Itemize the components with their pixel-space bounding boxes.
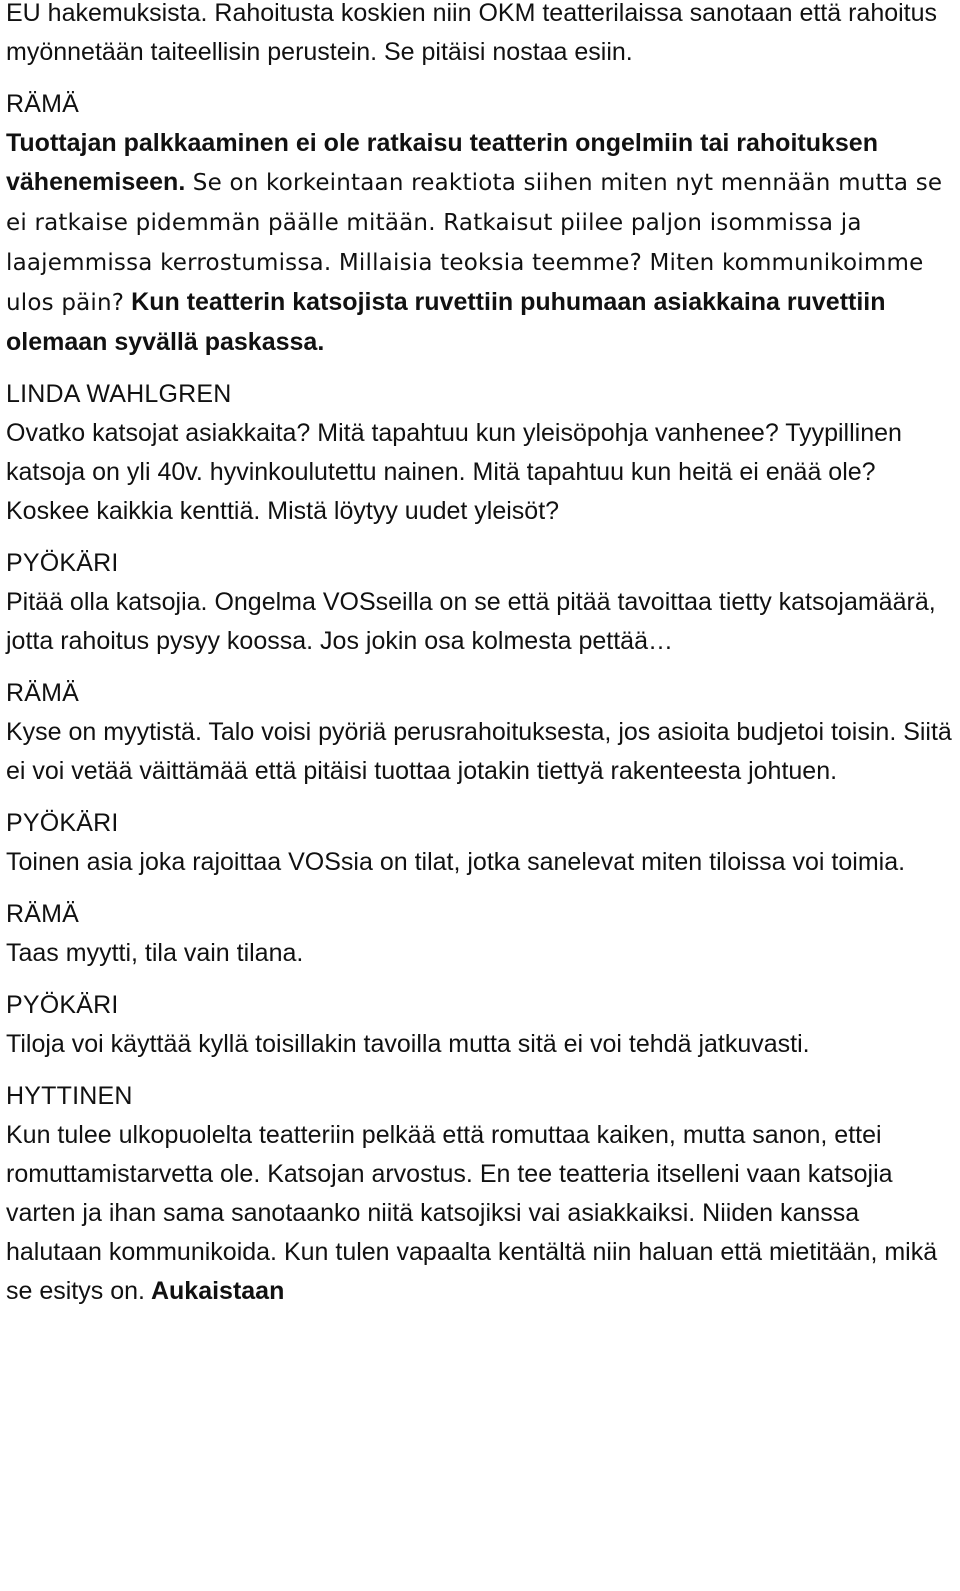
paragraph-pyokari-tilat (6, 843, 956, 882)
speaker-name: RÄMÄ (6, 900, 80, 928)
paragraph-pyokari-katsojia (6, 583, 956, 661)
document-body (6, 0, 956, 1311)
bold-text-segment: Aukaistaan (144, 1277, 285, 1305)
paragraph-eu-hakemuksista (6, 0, 956, 72)
speaker-name: LINDA WAHLGREN (6, 380, 232, 408)
text-segment: Tiloja voi käyttää kyllä toisillakin tavoilla mutta sitä ei voi tehdä jatkuvasti. (6, 1030, 810, 1058)
speaker-name: PYÖKÄRI (6, 809, 119, 837)
bold-text-segment: Tuottajan palkkaaminen ei ole ratkaisu teatterin ongelmiin tai rahoituksen vähenemiseen. (6, 129, 878, 196)
text-segment: Pitää olla katsojia. Ongelma VOSseilla on se että pitää tavoittaa tietty katsojamäärä, jotta rahoitus pysyy koossa. Jos jokin osa kolmesta pettää… (6, 588, 936, 655)
text-segment: Taas myytti, tila vain tilana. (6, 939, 304, 967)
paragraph-rama-tuottaja (6, 124, 956, 362)
speaker-name: RÄMÄ (6, 679, 80, 707)
paragraph-rama-myytti (6, 713, 956, 791)
text-segment: Se on korkeintaan reaktiota siihen miten nyt mennään mutta se ei ratkaise pidemmän päälle mitään. Ratkaisut piilee paljon isommissa ja laajemmissa kerrostumissa. Millaisia teoksia teemme? Miten kommunikoimme ulos päin? (6, 170, 943, 316)
text-segment: EU hakemuksista. Rahoitusta koskien niin OKM teatterilaissa sanotaan että rahoitus myönnetään taiteellisin perustein. Se pitäisi nostaa esiin. (6, 0, 938, 66)
text-segment: Kun tulee ulkopuolelta teatteriin pelkää että romuttaa kaiken, mutta sanon, ettei romuttamistarvetta ole. Katsojan arvostus. En tee teatteria itselleni vaan katsojia varten ja ihan sama sanotaanko niitä katsojiksi vai asiakkaiksi. Niiden kanssa halutaan kommunikoida. Kun tulen vapaalta kentältä niin haluan että mietitään, mikä se esitys on. (6, 1121, 938, 1305)
paragraph-wahlgren (6, 414, 956, 531)
speaker-name: RÄMÄ (6, 90, 80, 118)
paragraph-hyttinen (6, 1116, 956, 1311)
speaker-name: PYÖKÄRI (6, 549, 119, 577)
paragraph-pyokari-tiloja (6, 1025, 956, 1064)
paragraph-rama-tila (6, 934, 956, 973)
speaker-name: PYÖKÄRI (6, 991, 119, 1019)
speaker-name: HYTTINEN (6, 1082, 133, 1110)
bold-text-segment: Kun teatterin katsojista ruvettiin puhumaan asiakkaina ruvettiin olemaan syvällä paskassa. (6, 288, 886, 356)
text-segment: Toinen asia joka rajoittaa VOSsia on tilat, jotka sanelevat miten tiloissa voi toimia. (6, 848, 906, 876)
text-segment: Kyse on myytistä. Talo voisi pyöriä perusrahoituksesta, jos asioita budjetoi toisin. Siitä ei voi vetää väittämää että pitäisi tuottaa jotakin tiettyä rakenteesta johtuen. (6, 718, 952, 785)
text-segment: Ovatko katsojat asiakkaita? Mitä tapahtuu kun yleisöpohja vanhenee? Tyypillinen katsoja on yli 40v. hyvinkoulutettu nainen. Mitä tapahtuu kun heitä ei enää ole? Koskee kaikkia kenttiä. Mistä löytyy uudet yleisöt? (6, 419, 902, 525)
